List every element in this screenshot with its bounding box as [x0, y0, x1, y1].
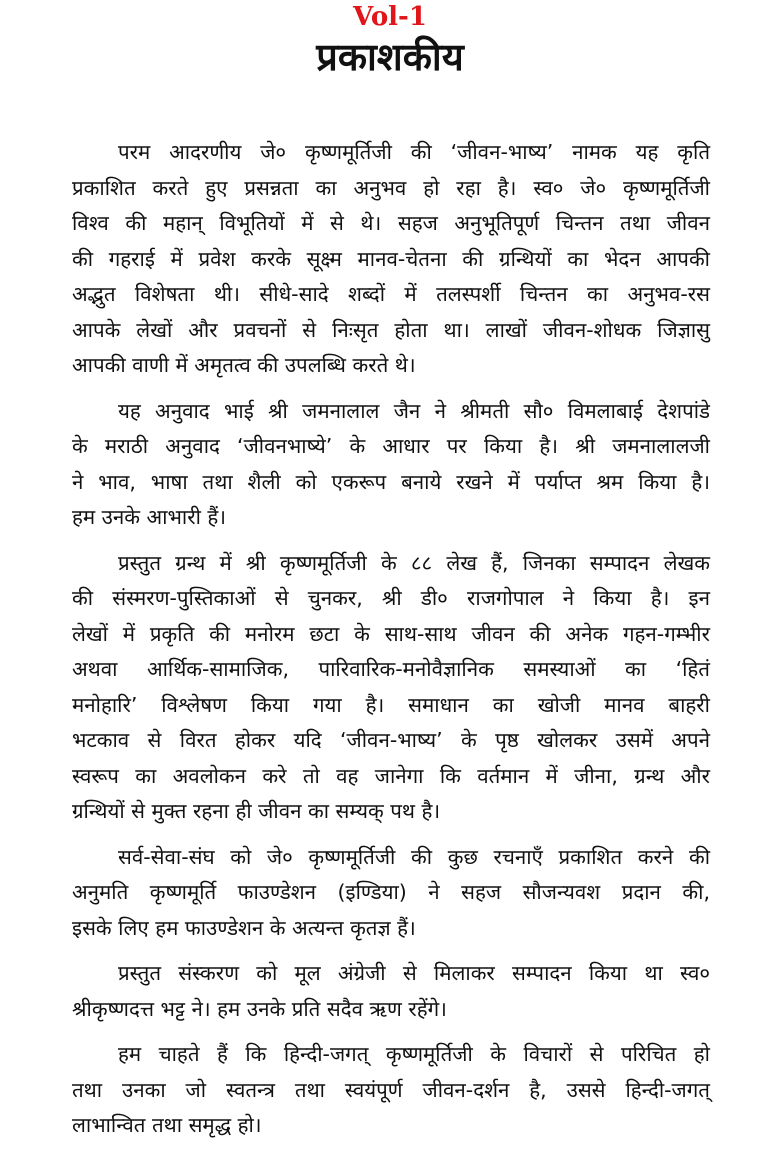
- text-line: यह अनुवाद भाई श्री जमनालाल जैन ने श्रीमती सौ० विमलाबाई देशपांडे: [118, 398, 710, 423]
- text-line: परम आदरणीय जे० कृष्णमूर्तिजी की ‘जीवन-भाष्य’ नामक यह कृति: [118, 140, 710, 164]
- document-body: [72, 135, 710, 1154]
- text-line: अद्भुत विशेषता थी। सीधे-सादे शब्दों में तलस्पर्शी चिन्तन का अनुभव-रस: [72, 282, 710, 306]
- paragraph-4: [72, 840, 710, 947]
- text-line: स्वरूप का अवलोकन करे तो वह जानेगा कि वर्तमान में जीना, ग्रन्थ और: [72, 763, 710, 788]
- text-line: प्रस्तुत ग्रन्थ में श्री कृष्णमूर्तिजी के ८८ लेख हैं, जिनका सम्पादन लेखक: [118, 550, 710, 575]
- text-line: अथवा आर्थिक-सामाजिक, पारिवारिक-मनोवैज्ञानिक समस्याओं का ‘हितं: [72, 657, 710, 681]
- text-line: प्रस्तुत संस्करण को मूल अंग्रेजी से मिलाकर सम्पादन किया था स्व०: [118, 961, 710, 985]
- text-line: ग्रन्थियों से मुक्त रहना ही जीवन का सम्यक् पथ है।: [72, 799, 441, 823]
- text-line: श्रीकृष्णदत्त भट्ट ने। हम उनके प्रति सदैव ऋण रहेंगे।: [72, 996, 447, 1021]
- paragraph-6: [72, 1037, 710, 1144]
- paragraph-5: [72, 956, 710, 1027]
- text-line: लेखों में प्रकृति की मनोरम छटा के साथ-साथ जीवन की अनेक गहन-गम्भीर: [72, 621, 710, 646]
- text-line: लाभान्वित तथा समृद्ध हो।: [72, 1113, 262, 1137]
- paragraph-3: [72, 546, 710, 830]
- page-title: प्रकाशकीय: [316, 35, 464, 79]
- text-line: सर्व-सेवा-संघ को जे० कृष्णमूर्तिजी की कुछ रचनाएँ प्रकाशित करने की: [118, 844, 710, 869]
- text-line: हम चाहते हैं कि हिन्दी-जगत् कृष्णमूर्तिजी के विचारों से परिचित हो: [118, 1042, 710, 1066]
- text-line: अनुमति कृष्णमूर्ति फाउण्डेशन (इण्डिया) ने सहज सौजन्यवश प्रदान की,: [72, 880, 710, 904]
- text-line: हम उनके आभारी हैं।: [72, 505, 227, 529]
- text-line: की गहराई में प्रवेश करके सूक्ष्म मानव-चेतना की ग्रन्थियों का भेदन आपकी: [72, 246, 710, 271]
- text-line: तथा उनका जो स्वतन्त्र तथा स्वयंपूर्ण जीवन-दर्शन है, उससे हिन्दी-जगत्: [72, 1077, 710, 1102]
- text-line: प्रकाशित करते हुए प्रसन्नता का अनुभव हो रहा है। स्व० जे० कृष्णमूर्तिजी: [72, 175, 710, 200]
- paragraph-2: [72, 394, 710, 536]
- text-line: आपकी वाणी में अमृतत्व की उपलब्धि करते थे।: [72, 353, 416, 377]
- text-line: ने भाव, भाषा तथा शैली को एकरूप बनाये रखने में पर्याप्त श्रम किया है।: [72, 469, 710, 494]
- text-line: के मराठी अनुवाद ‘जीवनभाष्ये’ के आधार पर किया है। श्री जमनालालजी: [72, 434, 710, 458]
- text-line: आपके लेखों और प्रवचनों से निःसृत होता था। लाखों जीवन-शोधक जिज्ञासु: [72, 317, 710, 342]
- text-line: की संस्मरण-पुस्तिकाओं से चुनकर, श्री डी० राजगोपाल ने किया है। इन: [72, 586, 710, 610]
- text-line: मनोहारि’ विश्लेषण किया गया है। समाधान का खोजी मानव बाहरी: [72, 692, 710, 717]
- text-line: भटकाव से विरत होकर यदि ‘जीवन-भाष्य’ के पृष्ठ खोलकर उसमें अपने: [72, 728, 710, 752]
- volume-label: Vol-1: [353, 2, 427, 32]
- text-line: विश्व की महान् विभूतियों में से थे। सहज अनुभूतिपूर्ण चिन्तन तथा जीवन: [72, 211, 710, 235]
- text-line: इसके लिए हम फाउण्डेशन के अत्यन्त कृतज्ञ हैं।: [72, 915, 416, 940]
- paragraph-1: [72, 135, 710, 384]
